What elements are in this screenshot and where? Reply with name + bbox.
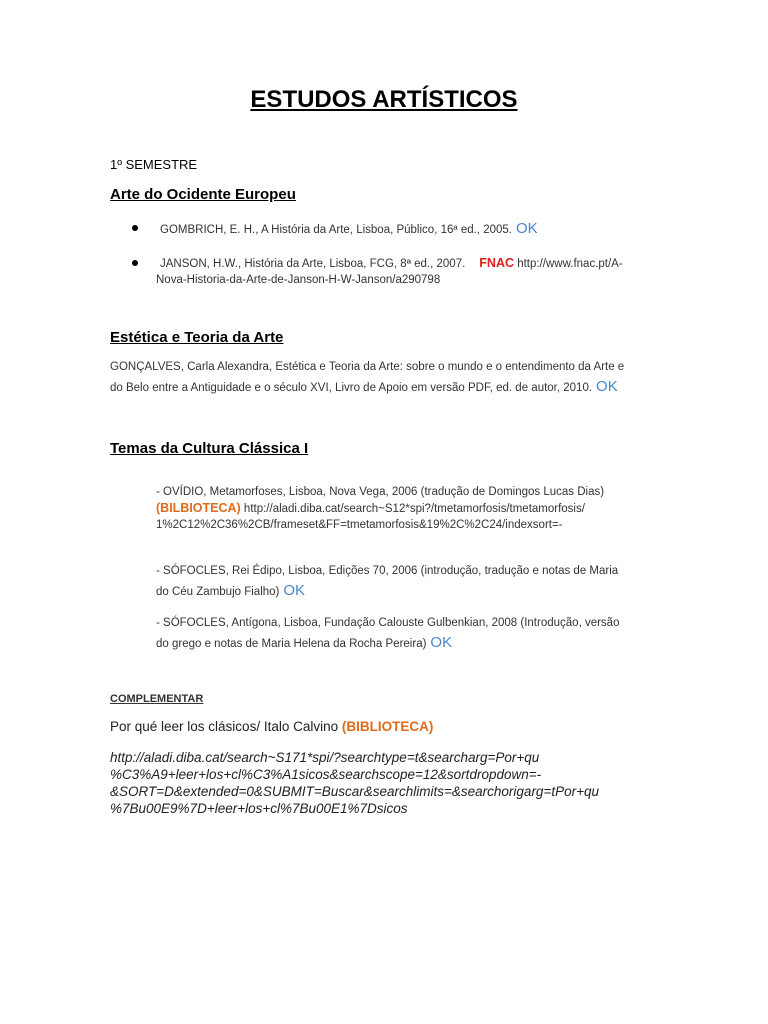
reference-line: - SÓFOCLES, Antígona, Lisboa, Fundação Calouste Gulbenkian, 2008 (Introdução, versão xyxy=(156,617,620,629)
link-line[interactable]: &SORT=D&extended=0&SUBMIT=Buscar&searchlimits=&searchorigarg=tPor+qu xyxy=(110,784,599,799)
ok-status: OK xyxy=(430,634,453,651)
section-heading-estetica: Estética e Teoria da Arte xyxy=(110,329,284,346)
ok-status: OK xyxy=(596,378,618,395)
reference-ovidio xyxy=(156,484,676,533)
reference-calvino xyxy=(110,719,433,734)
reference-line: do Belo entre a Antiguidade e o século XVI, Livro de Apoio em versão PDF, ed. de autor, 2010. xyxy=(110,382,593,394)
library-label: (BIBLIOTECA) xyxy=(341,719,434,734)
link-line[interactable]: %C3%A9+leer+los+cl%C3%A1sicos&searchscope=12&sortdropdown=- xyxy=(110,767,542,782)
reference-line: do grego e notas de Maria Helena da Rocha Pereira) xyxy=(156,638,427,650)
reference-antigona xyxy=(156,613,676,654)
link-line[interactable]: %7Bu00E9%7D+leer+los+cl%7Bu00E1%7Dsicos xyxy=(110,801,408,816)
reference-link-continued[interactable]: 1%2C12%2C36%2CB/frameset&FF=tmetamorfosis&19%2C%2C24/indexsort=- xyxy=(156,519,563,531)
book-title: Por qué leer los clásicos/ Italo Calvino xyxy=(110,719,339,734)
section-heading-arte-ocidente: Arte do Ocidente Europeu xyxy=(110,186,296,203)
reference-gombrich xyxy=(160,221,538,238)
ok-status: OK xyxy=(515,220,538,237)
reference-line: GONÇALVES, Carla Alexandra, Estética e Teoria da Arte: sobre o mundo e o entendimento da Arte e xyxy=(110,361,625,373)
semester-label: 1º SEMESTRE xyxy=(110,157,198,172)
reference-line: - OVÍDIO, Metamorfoses, Lisboa, Nova Vega, 2006 (tradução de Domingos Lucas Dias) xyxy=(156,486,605,498)
library-label: (BILBIOTECA) xyxy=(156,501,241,515)
reference-link[interactable]: http://www.fnac.pt/A- xyxy=(517,258,623,270)
reference-link[interactable]: http://aladi.diba.cat/search~S12*spi?/tmetamorfosis/tmetamorfosis/ xyxy=(243,503,585,515)
bullet-icon xyxy=(132,260,138,266)
calvino-link[interactable] xyxy=(110,749,630,817)
reference-goncalves xyxy=(110,357,670,398)
reference-text: GOMBRICH, E. H., A História da Arte, Lisboa, Público, 16ª ed., 2005. xyxy=(160,224,512,236)
reference-line: - SÓFOCLES, Rei Édipo, Lisboa, Edições 70, 2006 (introdução, tradução e notas de Maria xyxy=(156,565,619,577)
ok-status: OK xyxy=(283,582,306,599)
complementar-heading: COMPLEMENTAR xyxy=(110,693,204,705)
reference-rei-edipo xyxy=(156,561,676,602)
reference-janson xyxy=(156,255,676,288)
reference-link-continued[interactable]: Nova-Historia-da-Arte-de-Janson-H-W-Janson/a290798 xyxy=(156,274,441,286)
store-label: FNAC xyxy=(479,256,515,270)
page-title: ESTUDOS ARTÍSTICOS xyxy=(250,86,518,113)
reference-line: do Céu Zambujo Fialho) xyxy=(156,586,280,598)
bullet-icon xyxy=(132,225,138,231)
reference-text: JANSON, H.W., História da Arte, Lisboa, FCG, 8ª ed., 2007. xyxy=(160,258,466,270)
link-line[interactable]: http://aladi.diba.cat/search~S171*spi/?searchtype=t&searcharg=Por+qu xyxy=(110,750,540,765)
section-heading-temas-cultura: Temas da Cultura Clássica I xyxy=(110,440,309,457)
